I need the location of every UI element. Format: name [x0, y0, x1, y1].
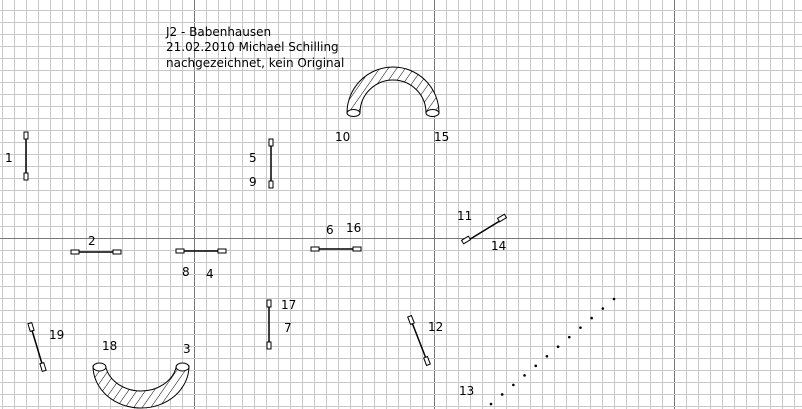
jump-14-label: 14	[491, 239, 507, 253]
jump-12	[408, 316, 431, 366]
jump-6-label: 6	[326, 223, 334, 237]
jump-9-label: 9	[249, 175, 257, 189]
course-note: nachgezeichnet, kein Original	[166, 56, 345, 70]
jump-1	[24, 132, 28, 180]
tunnel-top	[347, 67, 439, 116]
tunnel-bottom-label-18: 18	[102, 339, 118, 353]
jump-17-label: 17	[281, 298, 297, 312]
weave-pole	[501, 393, 504, 396]
course-title: J2 - Babenhausen	[166, 25, 272, 39]
weave-pole	[557, 345, 560, 348]
jump-8-label: 8	[182, 265, 190, 279]
weave-pole	[590, 317, 593, 320]
jump-12-label: 12	[428, 320, 444, 334]
jump-16-label: 16	[346, 221, 362, 235]
jump-11-label: 11	[457, 209, 473, 223]
weave-pole	[512, 384, 515, 387]
jump-4-label: 4	[206, 267, 214, 281]
weave-13-label: 13	[459, 384, 475, 398]
jump-7-label: 7	[284, 321, 292, 335]
jump-17-7	[267, 300, 271, 349]
tunnel-bottom	[93, 363, 189, 408]
weave-pole	[613, 298, 616, 301]
tunnel-top-label-15: 15	[434, 130, 450, 144]
weave-pole	[523, 374, 526, 377]
tunnel-bottom-label-3: 3	[183, 342, 191, 356]
tunnel-top-label-10: 10	[335, 130, 351, 144]
weave-pole	[546, 355, 549, 358]
jump-1-label: 1	[5, 151, 13, 165]
jump-2-label: 2	[88, 234, 96, 248]
jump-8-4	[176, 249, 226, 253]
jump-19-label: 19	[49, 328, 65, 342]
course-date-author: 21.02.2010 Michael Schilling	[166, 40, 339, 54]
jump-5-9	[269, 139, 273, 188]
weave-pole	[490, 403, 493, 406]
weave-pole	[602, 307, 605, 310]
weave-pole	[568, 336, 571, 339]
weave-pole	[534, 365, 537, 368]
weave-poles	[490, 298, 616, 406]
weave-pole	[579, 326, 582, 329]
jump-5-label: 5	[249, 151, 257, 165]
